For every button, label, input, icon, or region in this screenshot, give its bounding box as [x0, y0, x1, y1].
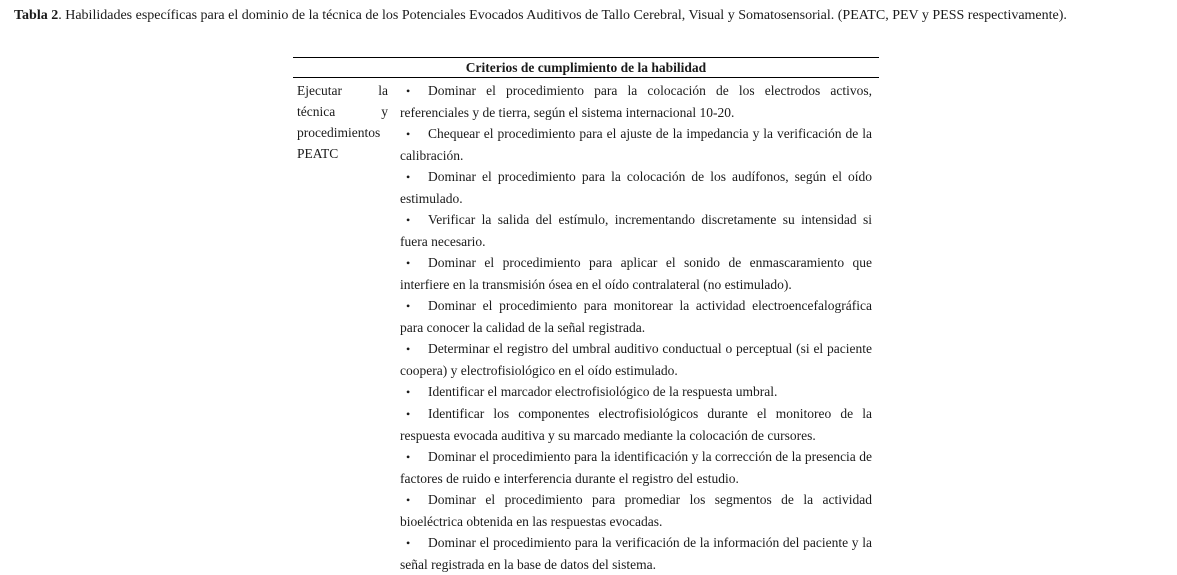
- criterion-item: [400, 403, 872, 446]
- bullet-icon: •: [406, 342, 411, 356]
- activity-line: [297, 80, 388, 101]
- criterion-item: [400, 209, 872, 252]
- activity-word: la: [378, 83, 388, 98]
- table-header-row: [293, 57, 879, 78]
- criterion-item: [400, 123, 872, 166]
- table-header-label: Criterios de cumplimiento de la habilidad: [465, 60, 707, 75]
- table-body-row: [293, 78, 879, 575]
- bullet-icon: •: [406, 385, 411, 399]
- criterion-item: [400, 446, 872, 489]
- criterion-item: [400, 532, 872, 575]
- criterion-item: [400, 166, 872, 209]
- criterion-text: Chequear el procedimiento para el ajuste de la impedancia y la verificación de la calibración.: [400, 126, 872, 163]
- bullet-icon: •: [406, 170, 411, 184]
- activity-cell: [293, 78, 400, 164]
- criterion-text: Identificar los componentes electrofisiológicos durante el monitoreo de la respuesta evocada auditiva y su marcado mediante la colocación de cursores.: [400, 406, 872, 443]
- criterion-item: [400, 252, 872, 295]
- activity-line: PEATC: [297, 146, 339, 161]
- criteria-table: [293, 57, 879, 575]
- bullet-icon: •: [406, 127, 411, 141]
- activity-line: procedimientos: [297, 125, 381, 140]
- bullet-icon: •: [406, 256, 411, 270]
- table-caption: [14, 6, 1167, 25]
- criterion-item: [400, 381, 872, 403]
- criterion-item: [400, 295, 872, 338]
- criterion-text: Dominar el procedimiento para la colocación de los audífonos, según el oído estimulado.: [400, 169, 872, 206]
- criterion-text: Dominar el procedimiento para promediar los segmentos de la actividad bioeléctrica obtenida en las respuestas evocadas.: [400, 492, 872, 529]
- activity-word: técnica: [297, 104, 336, 119]
- criterion-text: Dominar el procedimiento para la verificación de la información del paciente y la señal registrada en la base de datos del sistema.: [400, 535, 872, 572]
- criterion-text: Dominar el procedimiento para la colocación de los electrodos activos, referenciales y de tierra, según el sistema internacional 10-20.: [400, 83, 872, 120]
- bullet-icon: •: [406, 84, 411, 98]
- criterion-item: [400, 489, 872, 532]
- bullet-icon: •: [406, 450, 411, 464]
- criterion-text: Dominar el procedimiento para la identificación y la corrección de la presencia de factores de ruido e interferencia durante el registro del estudio.: [400, 449, 872, 486]
- criteria-cell: [400, 78, 879, 575]
- activity-word: y: [381, 104, 388, 119]
- criterion-text: Dominar el procedimiento para monitorear la actividad electroencefalográfica para conocer la calidad de la señal registrada.: [400, 298, 872, 335]
- criterion-item: [400, 338, 872, 381]
- activity-word: Ejecutar: [297, 83, 342, 98]
- table-caption-label: Tabla 2: [14, 8, 59, 23]
- activity-line: [297, 101, 388, 122]
- table-caption-text: . Habilidades específicas para el dominio de la técnica de los Potenciales Evocados Auditivos de Tallo Cerebral, Visual y Somatosensorial. (PEATC, PEV y PESS respectivamente).: [58, 8, 1067, 23]
- criterion-text: Determinar el registro del umbral auditivo conductual o perceptual (si el paciente coopera) y electrofisiológico en el oído estimulado.: [400, 341, 872, 378]
- criterion-text: Dominar el procedimiento para aplicar el sonido de enmascaramiento que interfiere en la transmisión ósea en el oído contralateral (no estimulado).: [400, 255, 872, 292]
- criterion-text: Verificar la salida del estímulo, incrementando discretamente su intensidad si fuera necesario.: [400, 212, 872, 249]
- bullet-icon: •: [406, 213, 411, 227]
- criterion-text: Identificar el marcador electrofisiológico de la respuesta umbral.: [428, 384, 778, 399]
- criterion-item: [400, 80, 872, 123]
- bullet-icon: •: [406, 493, 411, 507]
- bullet-icon: •: [406, 407, 411, 421]
- bullet-icon: •: [406, 536, 411, 550]
- bullet-icon: •: [406, 299, 411, 313]
